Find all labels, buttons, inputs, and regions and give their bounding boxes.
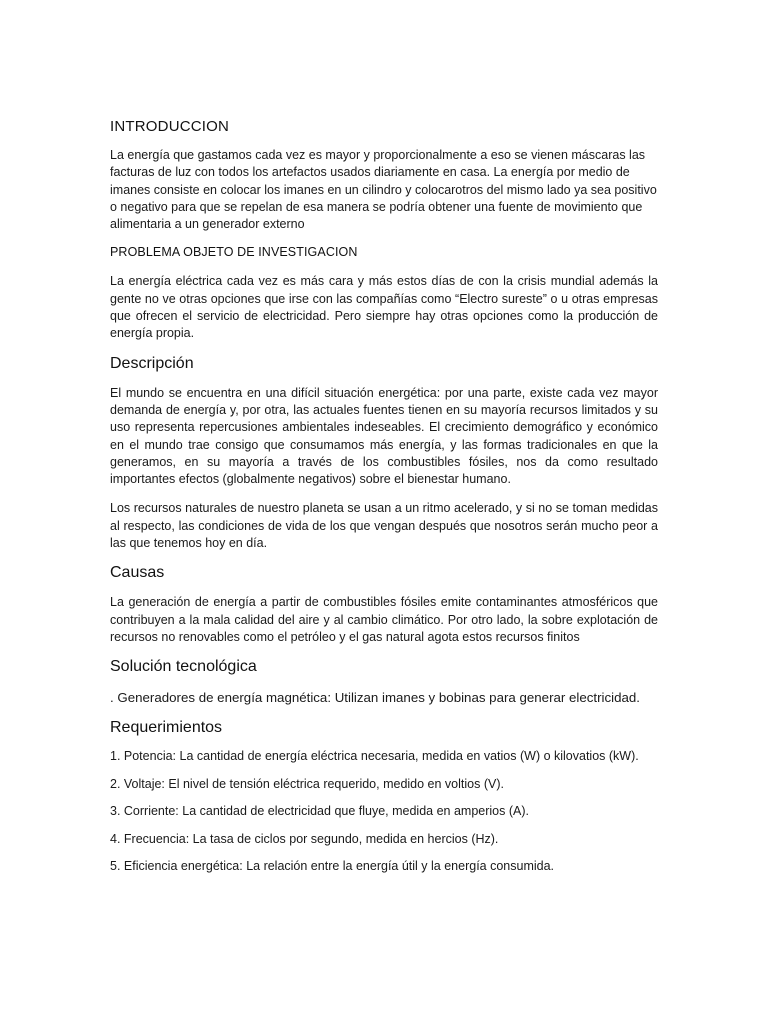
description-heading: Descripción (110, 354, 194, 372)
causes-heading: Causas (110, 564, 165, 582)
description-paragraph: Los recursos naturales de nuestro planeta se usan a un ritmo acelerado, y si no se toman medidas al respecto, las condiciones de vida de los que vengan después que nosotros serán mucho peor a las que tenemos hoy en día. (110, 501, 658, 551)
requirement-item: 2. Voltaje: El nivel de tensión eléctrica requerido, medido en voltios (V). (110, 776, 504, 791)
solution-heading: Solución tecnológica (110, 658, 257, 676)
causes-paragraph: La generación de energía a partir de combustibles fósiles emite contaminantes atmosféricos que contribuyen a la mala calidad del aire y al cambio climático. Por otro lado, la sobre explotación de recursos no renovables como el petróleo y el gas natural agota estos recursos finitos (110, 595, 658, 644)
requirement-item: 1. Potencia: La cantidad de energía eléctrica necesaria, medida en vatios (W) o kilovatios (kW). (110, 749, 639, 764)
requirement-item: 3. Corriente: La cantidad de electricidad que fluye, medida en amperios (A). (110, 804, 529, 819)
requirement-item: 5. Eficiencia energética: La relación entre la energía útil y la energía consumida. (110, 859, 555, 874)
problem-heading: PROBLEMA OBJETO DE INVESTIGACION (110, 245, 358, 260)
description-paragraph: El mundo se encuentra en una difícil situación energética: por una parte, existe cada vez mayor demanda de energía y, por otra, las actuales fuentes tienen en su mayoría recursos limitados y su uso representa repercusiones ambientales indeseables. El crecimiento demográfico y económico en el mundo trae consigo que consumamos más energía, y las formas tradicionales en que la generamos, en su mayoría a través de los combustibles fósiles, nos da como resultado importantes efectos (globalmente negativos) sobre el bienestar humano. (110, 385, 658, 487)
requirements-heading: Requerimientos (110, 719, 223, 737)
introduction-paragraph: La energía que gastamos cada vez es mayor y proporcionalmente a eso se vienen máscaras las facturas de luz con todos los artefactos usados diariamente en casa. La energía por medio de imanes consiste en colocar los imanes en un cilindro y colocarotros del mismo lado ya sea positivo o negativo para que se repelan de esa manera se podría obtener una fuente de movimiento que alimentaria a un generador externo (110, 148, 657, 232)
requirement-item: 4. Frecuencia: La tasa de ciclos por segundo, medida en hercios (Hz). (110, 831, 499, 846)
solution-paragraph: . Generadores de energía magnética: Utilizan imanes y bobinas para generar electricidad. (110, 690, 640, 706)
problem-paragraph: La energía eléctrica cada vez es más cara y más estos días de con la crisis mundial además la gente no ve otras opciones que irse con las compañías como “Electro sureste” o u otras empresas que ofrecen el servicio de electricidad. Pero siempre hay otras opciones como la producción de energía propia. (110, 274, 658, 341)
introduction-heading: INTRODUCCION (110, 118, 230, 135)
